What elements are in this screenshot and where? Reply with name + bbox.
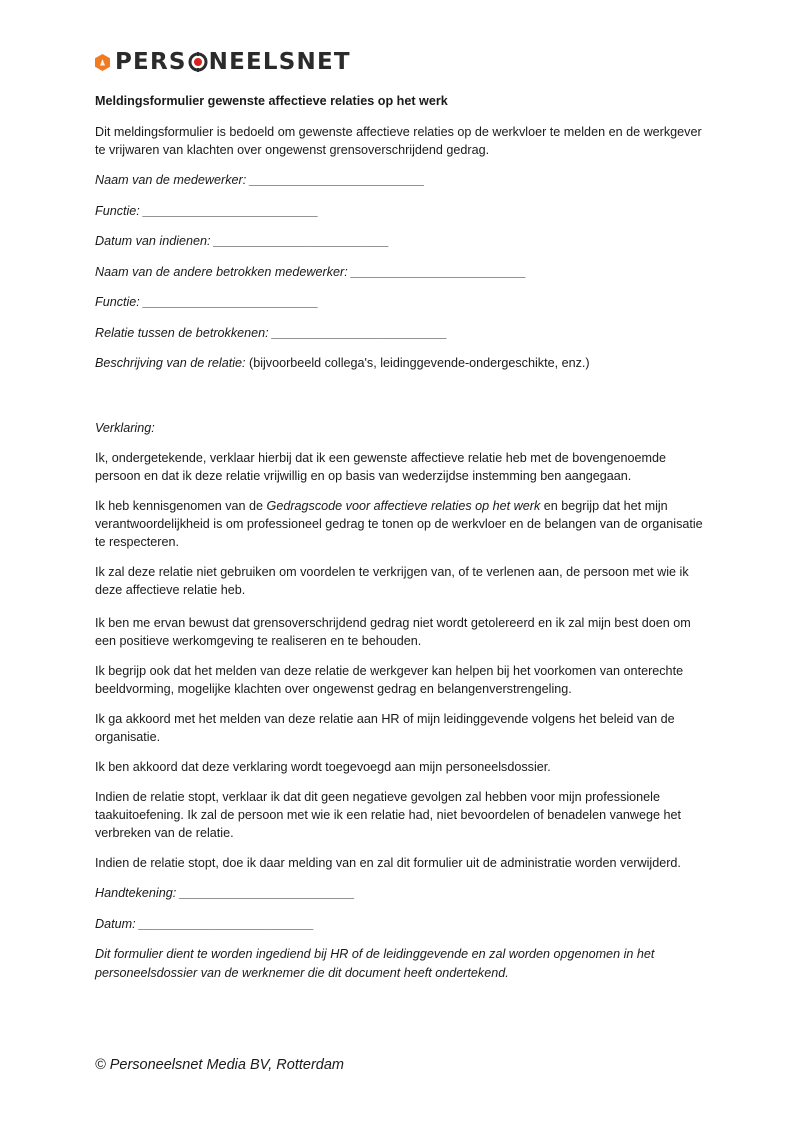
- date-field[interactable]: Datum: _________________________: [95, 916, 315, 931]
- footer-copyright: © Personeelsnet Media BV, Rotterdam: [95, 1057, 344, 1073]
- description-label: Beschrijving van de relatie:: [95, 356, 246, 370]
- function-field-2[interactable]: Functie: _________________________: [95, 295, 319, 309]
- function-field-1[interactable]: Functie: _________________________: [95, 203, 319, 218]
- relation-field[interactable]: Relatie tussen de betrokkenen: _________________________: [95, 325, 448, 340]
- declaration-paragraph-6: Ik ga akkoord met het melden van deze relatie aan HR of mijn leidinggevende volgens het beleid van de organisatie.: [95, 712, 675, 744]
- declaration-paragraph-8: Indien de relatie stopt, verklaar ik dat dit geen negatieve gevolgen zal hebben voor mijn professionele taakuitoefening. Ik zal de persoon met wie ik een relatie had, niet bevoordelen of benadelen vanwege het verbreken van de relatie.: [95, 790, 682, 840]
- intro-paragraph: Dit meldingsformulier is bedoeld om gewenste affectieve relaties op de werkvloer te melden en de werkgever te vrijwaren van klachten over ongewenst grensoverschrijdend gedrag.: [95, 125, 702, 157]
- other-employee-name-field[interactable]: Naam van de andere betrokken medewerker: _________________________: [95, 264, 527, 279]
- declaration-paragraph-4: Ik ben me ervan bewust dat grensoverschrijdend gedrag niet wordt getolereerd en ik zal mijn best doen om een positieve werkomgeving te realiseren en te behouden.: [95, 616, 691, 648]
- brand-logo: [95, 48, 351, 76]
- logo-text-part1: PERS: [115, 49, 187, 75]
- declaration-paragraph-7: Ik ben akkoord dat deze verklaring wordt toegevoegd aan mijn personeelsdossier.: [95, 760, 551, 774]
- signature-field[interactable]: Handtekening: _________________________: [95, 886, 355, 900]
- declaration-paragraph-5: Ik begrijp ook dat het melden van deze relatie de werkgever kan helpen bij het voorkomen van onterechte beeldvorming, mogelijke klachten over ongewenst gedrag en belangenverstrengeling.: [95, 664, 684, 696]
- declaration-paragraph-3: Ik zal deze relatie niet gebruiken om voordelen te verkrijgen van, of te verlenen aan, de persoon met wie ik deze affectieve relatie heb.: [95, 565, 689, 597]
- declaration-paragraph-9: Indien de relatie stopt, doe ik daar melding van en zal dit formulier uit de administratie worden verwijderd.: [95, 856, 681, 870]
- relation-description-field[interactable]: [95, 354, 705, 372]
- hexagon-logo-icon: [95, 54, 110, 71]
- code-of-conduct-title: Gedragscode voor affectieve relaties op het werk: [266, 499, 541, 513]
- declaration-paragraph-2: Ik heb kennisgenomen van de Gedragscode voor affectieve relaties op het werk en begrijp dat het mijn verantwoordelijkheid is om professioneel gedrag te tonen op de werkvloer en de belangen van de organisatie te respecteren.: [95, 499, 703, 549]
- target-o-icon: [188, 52, 208, 72]
- description-hint: (bijvoorbeeld collega's, leidinggevende-ondergeschikte, enz.): [249, 356, 590, 370]
- form-title: Meldingsformulier gewenste affectieve relaties op het werk: [95, 94, 448, 108]
- form-document: [95, 92, 705, 996]
- logo-wordmark: [115, 49, 351, 75]
- submit-date-field[interactable]: Datum van indienen: _________________________: [95, 234, 390, 248]
- employee-name-field[interactable]: Naam van de medewerker: _________________________: [95, 173, 425, 187]
- closing-note: Dit formulier dient te worden ingediend bij HR of de leidinggevende en zal worden opgenomen in het personeelsdossier van de werknemer die dit document heeft ondertekend.: [95, 947, 655, 980]
- logo-text-part2: NEELSNET: [208, 49, 351, 75]
- declaration-paragraph-1: Ik, ondergetekende, verklaar hierbij dat ik een gewenste affectieve relatie heb met de bovengenoemde persoon en dat ik deze relatie vrijwillig en op basis van wederzijdse instemming ben aangegaan.: [95, 451, 667, 483]
- declaration-heading: Verklaring:: [95, 420, 155, 435]
